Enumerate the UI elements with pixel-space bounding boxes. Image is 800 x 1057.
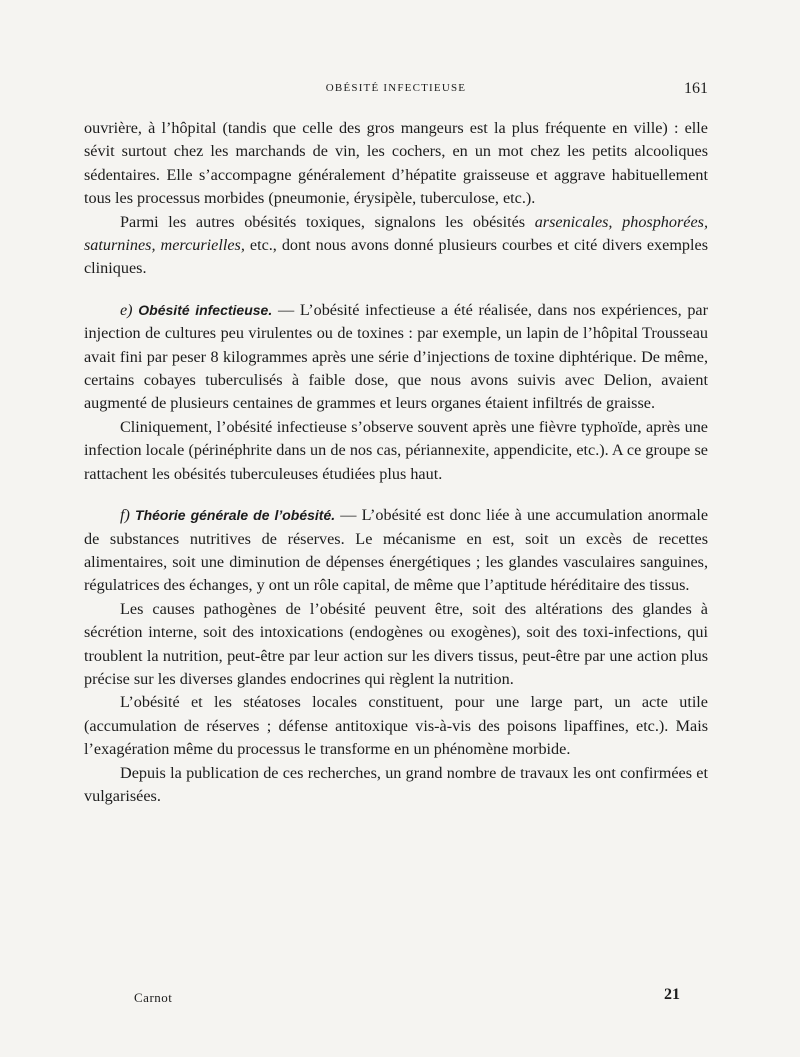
page-number: 161 <box>684 80 708 97</box>
paragraph-publication: Depuis la publication de ces recherches, un grand nombre de travaux les ont confirmées et vulgarisées. <box>84 763 708 805</box>
paragraph-causes: Les causes pathogènes de l’obésité peuvent être, soit des altérations des glandes à sécrétion interne, soit des intoxications (endogènes ou exogènes), soit des toxi-infections, qui troublent la nutrition, peut-être par leur action sur les divers tissus, peut-être par une action plus précise sur les diverses glandes endocrines qui règlent la nutrition. <box>84 599 708 688</box>
section-e-title: Obésité infectieuse. <box>138 301 273 318</box>
paragraph-toxic-obesities <box>84 211 708 281</box>
section-f-paragraph <box>84 504 708 598</box>
signature-mark: 21 <box>664 986 680 1003</box>
section-f-title: Théorie générale de l’obésité. <box>135 507 336 524</box>
footer-author: Carnot <box>134 990 173 1005</box>
section-e-paragraph <box>84 299 708 416</box>
paragraph-text: — L’obésité infectieuse a été réalisée, dans nos expériences, par injection de cultures peu virulentes ou de toxines : par exemple, un lapin de l’hôpital Trousseau avait fini par peser 8 kilogrammes après une série d’injections de toxine diphtérique. De même, certains cobayes tuberculisés à faible dose, que nous avons suivis avec Delion, avaient augmenté de plusieurs centaines de grammes et leurs organes étaient infiltrés de graisse. <box>84 300 709 413</box>
running-title: OBÉSITÉ INFECTIEUSE <box>325 82 467 94</box>
term-arsenicales: arsenicales, <box>534 212 613 231</box>
paragraph-continuation: ouvrière, à l’hôpital (tandis que celle des gros mangeurs est la plus fréquente en ville) : elle sévit surtout chez les marchands de vin, les cochers, en un mot chez les petits alcooliques sédentaires. Elle s’accompagne généralement d’hépatite graisseuse et aggrave habituellement tous les processus morbides (pneumonie, érysipèle, tuberculose, etc.). <box>84 119 708 208</box>
paragraph-clinical: Cliniquement, l’obésité infectieuse s’observe souvent après une fièvre typhoïde, après une infection locale (périnéphrite dans un de nos cas, périannexite, appendicite, etc.). A ce groupe se rattachent les obésités tuberculeuses étudiées plus haut. <box>84 417 708 483</box>
section-e-label: e) <box>120 300 133 319</box>
term-saturnines: saturnines, <box>84 236 156 255</box>
paragraph-text: Parmi les autres obésités toxiques, signalons les obésités <box>120 212 535 231</box>
running-head <box>84 80 708 100</box>
paragraph-steatoses: L’obésité et les stéatoses locales constituent, pour une large part, un acte utile (accumulation de réserves ; défense antitoxique vis-à-vis des poisons lipaffines, etc.). Mais l’exagération même du processus le transforme en un phénomène morbide. <box>84 693 708 759</box>
paragraph-text: — L’obésité est donc liée à une accumulation anormale de substances nutritives de réserves. Le mécanisme en est, soit un excès de recettes alimentaires, soit une diminution de dépenses énergétiques ; les glandes vasculaires sanguines, régulatrices des échanges, y ont un rôle capital, de même que l’aptitude héréditaire des tissus. <box>84 506 709 595</box>
term-mercurielles: mercurielles, <box>160 236 245 255</box>
section-f-label: f) <box>120 506 130 525</box>
paragraph-text: etc., dont nous avons donné plusieurs courbes et cité divers exemples cliniques. <box>84 236 708 278</box>
term-phosphorees: phosphorées, <box>622 212 709 231</box>
body-text <box>84 117 708 808</box>
page-footer <box>84 986 708 1014</box>
